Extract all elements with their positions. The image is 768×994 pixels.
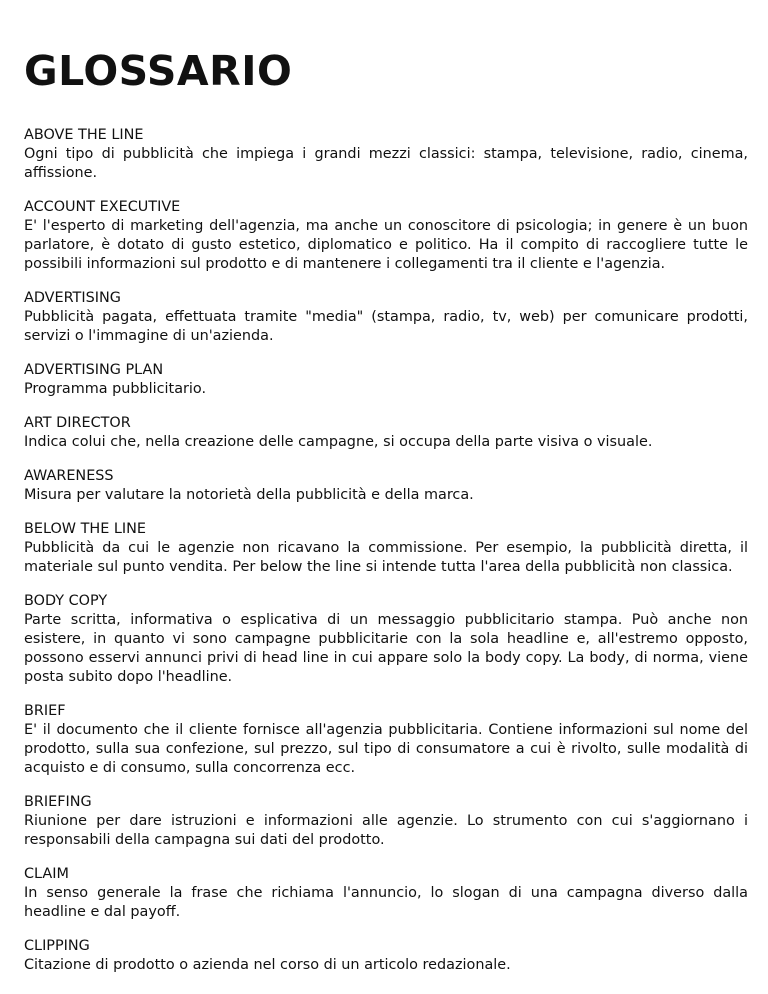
glossary-entry	[24, 520, 748, 577]
glossary-definition: E' il documento che il cliente fornisce all'agenzia pubblicitaria. Contiene informazioni sul nome del prodotto, sulla sua confezione, sul prezzo, sul tipo di consumatore a cui è rivolto, sulle modalità di acquisto e di consumo, sulla concorrenza ecc.	[24, 722, 748, 776]
glossary-term: AWARENESS	[24, 468, 114, 484]
glossary-term: ADVERTISING	[24, 290, 121, 306]
glossary-term: ACCOUNT EXECUTIVE	[24, 199, 181, 215]
glossary-definition: Pubblicità pagata, effettuata tramite "media" (stampa, radio, tv, web) per comunicare prodotti, servizi o l'immagine di un'azienda.	[24, 309, 748, 344]
glossary-definition: Ogni tipo di pubblicità che impiega i grandi mezzi classici: stampa, televisione, radio, cinema, affissione.	[24, 146, 748, 181]
glossary-definition: Pubblicità da cui le agenzie non ricavano la commissione. Per esempio, la pubblicità diretta, il materiale sul punto vendita. Per below the line si intende tutta l'area della pubblicità non classica.	[24, 540, 748, 575]
glossary-definition: In senso generale la frase che richiama l'annuncio, lo slogan di una campagna diverso dalla headline e dal payoff.	[24, 885, 748, 920]
glossary-entry	[24, 467, 748, 505]
glossary-term: CLIPPING	[24, 938, 90, 954]
page-title: GLOSSARIO	[24, 47, 293, 95]
glossary-term: BRIEFING	[24, 794, 92, 810]
glossary-page	[24, 40, 748, 990]
glossary-entry	[24, 289, 748, 346]
glossary-entry	[24, 592, 748, 687]
glossary-entry	[24, 793, 748, 850]
glossary-definition: Programma pubblicitario.	[24, 381, 207, 397]
glossary-definition: Citazione di prodotto o azienda nel corso di un articolo redazionale.	[24, 957, 511, 973]
glossary-entry	[24, 198, 748, 274]
glossary-definition: Riunione per dare istruzioni e informazioni alle agenzie. Lo strumento con cui s'aggiornano i responsabili della campagna sui dati del prodotto.	[24, 813, 748, 848]
glossary-entry	[24, 865, 748, 922]
glossary-term: BRIEF	[24, 703, 66, 719]
glossary-definition: Parte scritta, informativa o esplicativa di un messaggio pubblicitario stampa. Può anche non esistere, in quanto vi sono campagne pubblicitarie con la sola headline e, all'estremo opposto, possono esservi annunci privi di head line in cui appare solo la body copy. La body, di norma, viene posta subito dopo l'headline.	[24, 612, 748, 685]
glossary-entry	[24, 414, 748, 452]
glossary-entry	[24, 702, 748, 778]
glossary-term: ART DIRECTOR	[24, 415, 131, 431]
glossary-term: ADVERTISING PLAN	[24, 362, 164, 378]
glossary-term: CLAIM	[24, 866, 69, 882]
glossary-term: ABOVE THE LINE	[24, 127, 144, 143]
glossary-definition: Indica colui che, nella creazione delle campagne, si occupa della parte visiva o visuale.	[24, 434, 653, 450]
glossary-entry	[24, 126, 748, 183]
glossary-term: BELOW THE LINE	[24, 521, 146, 537]
glossary-definition: E' l'esperto di marketing dell'agenzia, ma anche un conoscitore di psicologia; in genere è un buon parlatore, è dotato di gusto estetico, diplomatico e politico. Ha il compito di raccogliere tutte le possibili informazioni sul prodotto e di mantenere i collegamenti tra il cliente e l'agenzia.	[24, 218, 748, 272]
glossary-definition: Misura per valutare la notorietà della pubblicità e della marca.	[24, 487, 474, 503]
glossary-term: BODY COPY	[24, 593, 108, 609]
glossary-entry	[24, 361, 748, 399]
glossary-entry	[24, 937, 748, 975]
